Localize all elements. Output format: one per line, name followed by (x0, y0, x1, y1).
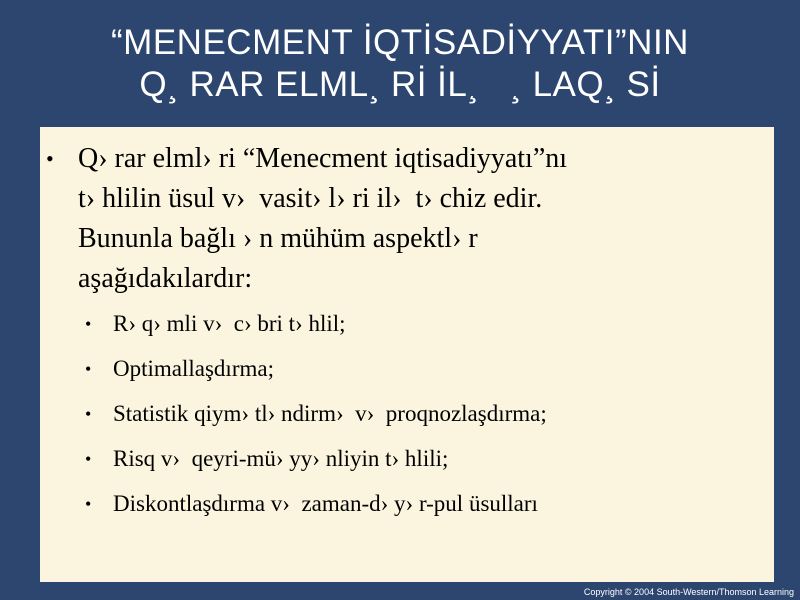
list-item (40, 489, 760, 534)
sub-bullet-text: R› q› mli v› c› bri t› hlil; (113, 311, 346, 336)
slide-title (20, 22, 780, 106)
list-item (40, 399, 760, 444)
bullet-dot-icon: • (46, 146, 54, 171)
list-item (40, 444, 760, 489)
sub-bullet-text: Statistik qiym› tl› ndirm› v› proqnozlaşdırma; (113, 401, 547, 426)
sub-bullet-text: Diskontlaşdırma v› zaman-d› y› r-pul üsulları (113, 491, 538, 516)
bullet-dot-icon: • (85, 494, 92, 514)
list-item (40, 354, 760, 399)
sub-bullet-list (40, 309, 760, 534)
main-bullet-line-3: Bununla bağlı › n mühüm aspektl› r (78, 223, 478, 254)
main-bullet (40, 139, 740, 299)
main-bullet-line-1: Q› rar elml› ri “Menecment iqtisadiyyatı”nı (78, 143, 568, 174)
bullet-dot-icon: • (85, 359, 92, 379)
bullet-dot-icon: • (85, 314, 92, 334)
sub-bullet-text: Risq v› qeyri-mü› yy› nliyin t› hlili; (113, 446, 449, 471)
copyright-notice: Copyright © 2004 South-Western/Thomson Learning (583, 587, 794, 597)
slide-title-line-1: “MENECMENT İQTİSADİYYATI”NIN (111, 23, 689, 62)
list-item (40, 309, 760, 354)
sub-bullet-text: Optimallaşdırma; (113, 356, 274, 381)
content-box (40, 127, 774, 582)
main-bullet-line-2: t› hlilin üsul v› vasit› l› ri il› t› chiz edir. (78, 183, 543, 214)
main-bullet-line-4: aşağıdakılardır: (78, 263, 253, 294)
bullet-dot-icon: • (85, 449, 92, 469)
bullet-dot-icon: • (85, 404, 92, 424)
slide-title-line-2: Q¸ RAR ELML¸ Rİ İL¸ ¸ LAQ¸ Sİ (139, 65, 661, 104)
